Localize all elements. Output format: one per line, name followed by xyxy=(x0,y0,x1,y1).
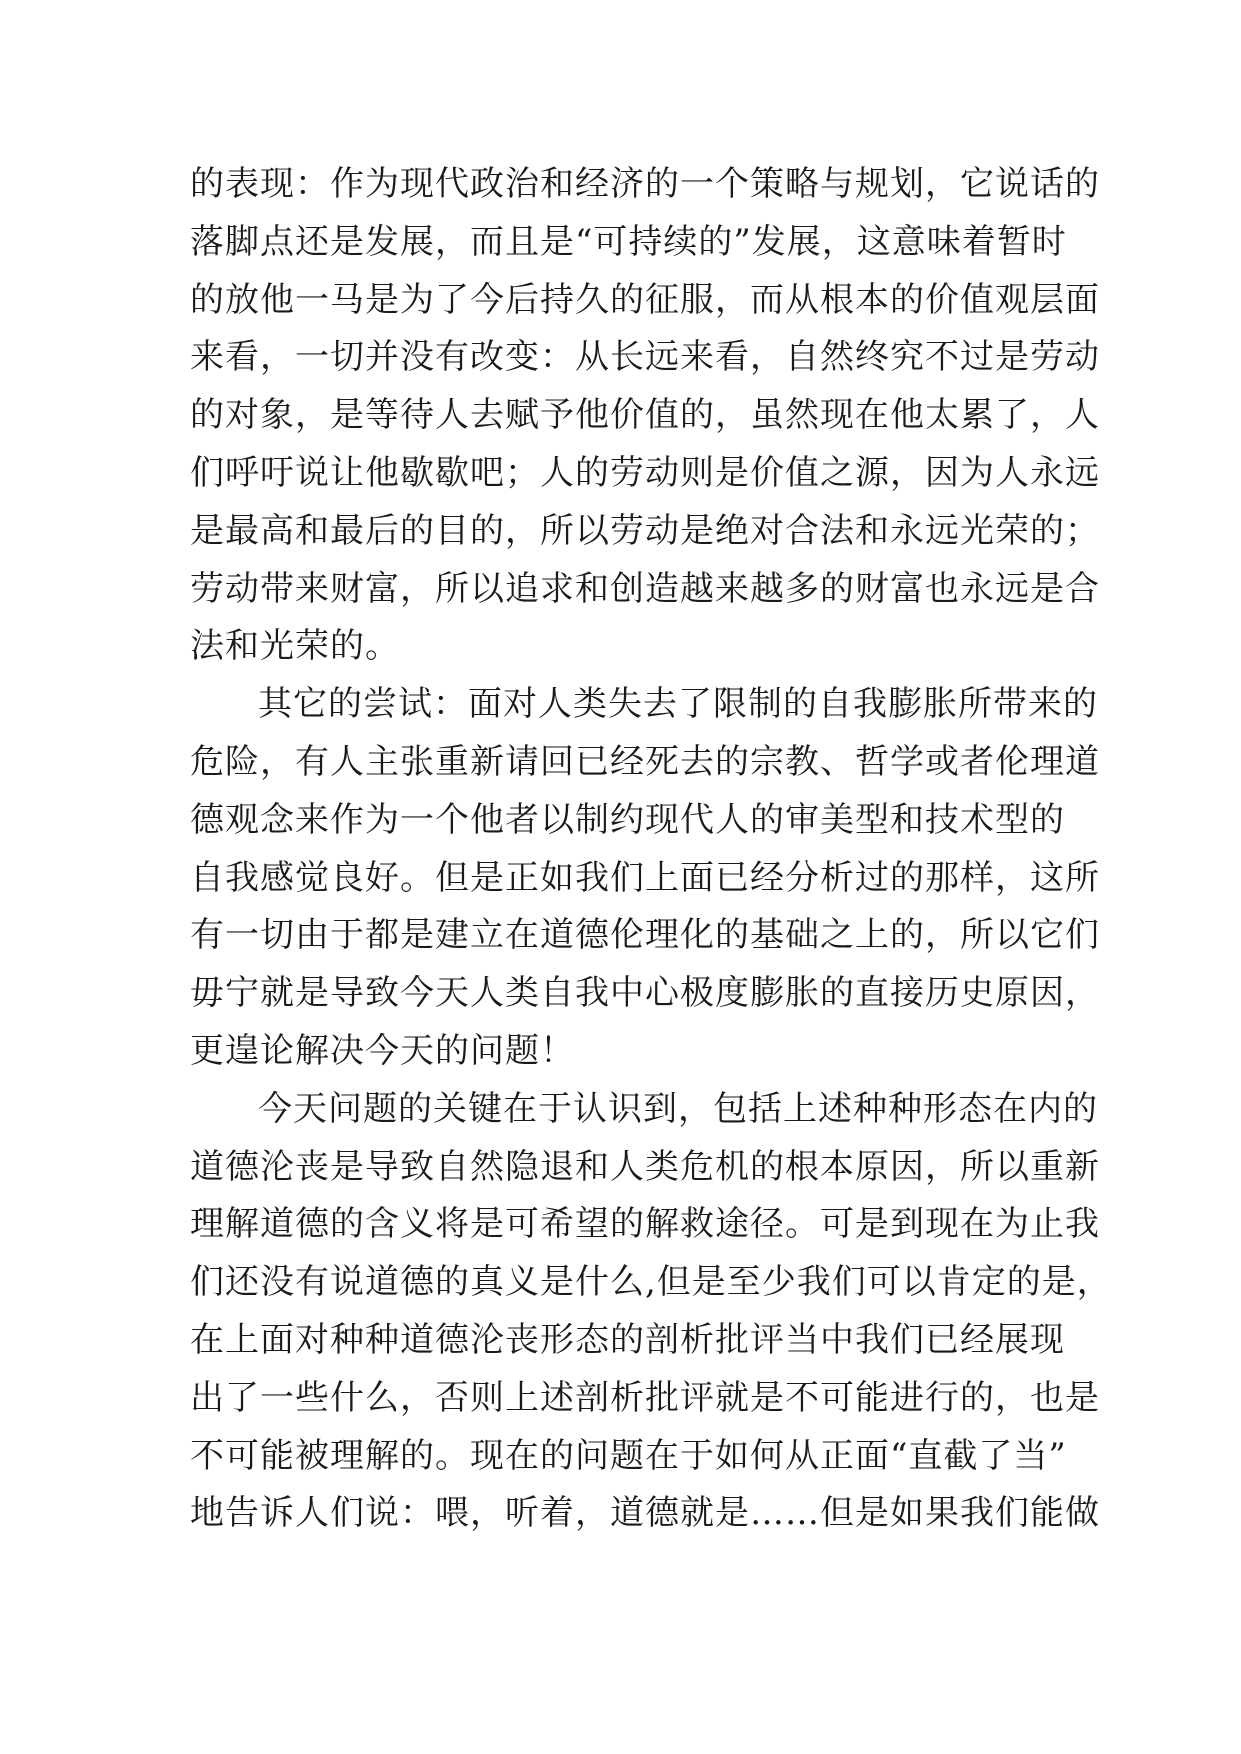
text-line: 的对象，是等待人去赋予他价值的，虽然现在他太累了，人 xyxy=(190,395,1100,436)
text-line: 道德沦丧是导致自然隐退和人类危机的根本原因，所以重新 xyxy=(190,1146,1100,1187)
paragraph-first-line: 今天问题的关键在于认识到，包括上述种种形态在内的 xyxy=(258,1088,1098,1129)
text-line: 毋宁就是导致今天人类自我中心极度膨胀的直接历史原因， xyxy=(190,973,1100,1014)
text-line: 危险，有人主张重新请回已经死去的宗教、哲学或者伦理道 xyxy=(190,741,1100,782)
text-line: 的表现：作为现代政治和经济的一个策略与规划，它说话的 xyxy=(190,164,1100,204)
text-line: 理解道德的含义将是可希望的解救途径。可是到现在为止我 xyxy=(190,1204,1100,1245)
paragraph-first-line: 其它的尝试：面对人类失去了限制的自我膨胀所带来的 xyxy=(258,684,1098,725)
text-line: 在上面对种种道德沦丧形态的剖析批评当中我们已经展现 xyxy=(190,1319,1065,1360)
text-line: 劳动带来财富，所以追求和创造越来越多的财富也永远是合 xyxy=(190,568,1100,609)
text-line: 法和光荣的。 xyxy=(190,626,400,667)
text-line: 的放他一马是为了今后持久的征服，而从根本的价值观层面 xyxy=(190,279,1100,320)
text-line: 德观念来作为一个他者以制约现代人的审美型和技术型的 xyxy=(190,799,1065,840)
text-line: 不可能被理解的。现在的问题在于如何从正面“直截了当” xyxy=(190,1435,1067,1476)
text-line: 是最高和最后的目的，所以劳动是绝对合法和永远光荣的； xyxy=(190,510,1100,551)
body-text xyxy=(190,156,1112,1543)
text-line: 出了一些什么，否则上述剖析批评就是不可能进行的，也是 xyxy=(190,1377,1100,1418)
text-line: 来看，一切并没有改变：从长远来看，自然终究不过是劳动 xyxy=(190,337,1100,378)
text-line: 落脚点还是发展，而且是“可持续的”发展，这意味着暂时 xyxy=(190,221,1067,262)
text-line: 更遑论解决今天的问题！ xyxy=(190,1030,575,1071)
text-line: 们呼吁说让他歇歇吧；人的劳动则是价值之源，因为人永远 xyxy=(190,452,1100,493)
text-line: 地告诉人们说：喂，听着，道德就是……但是如果我们能做 xyxy=(190,1493,1100,1534)
text-line: 有一切由于都是建立在道德伦理化的基础之上的，所以它们 xyxy=(190,915,1100,956)
text-line: 自我感觉良好。但是正如我们上面已经分析过的那样，这所 xyxy=(190,857,1100,898)
text-line: 们还没有说道德的真义是什么,但是至少我们可以肯定的是， xyxy=(190,1262,1112,1303)
